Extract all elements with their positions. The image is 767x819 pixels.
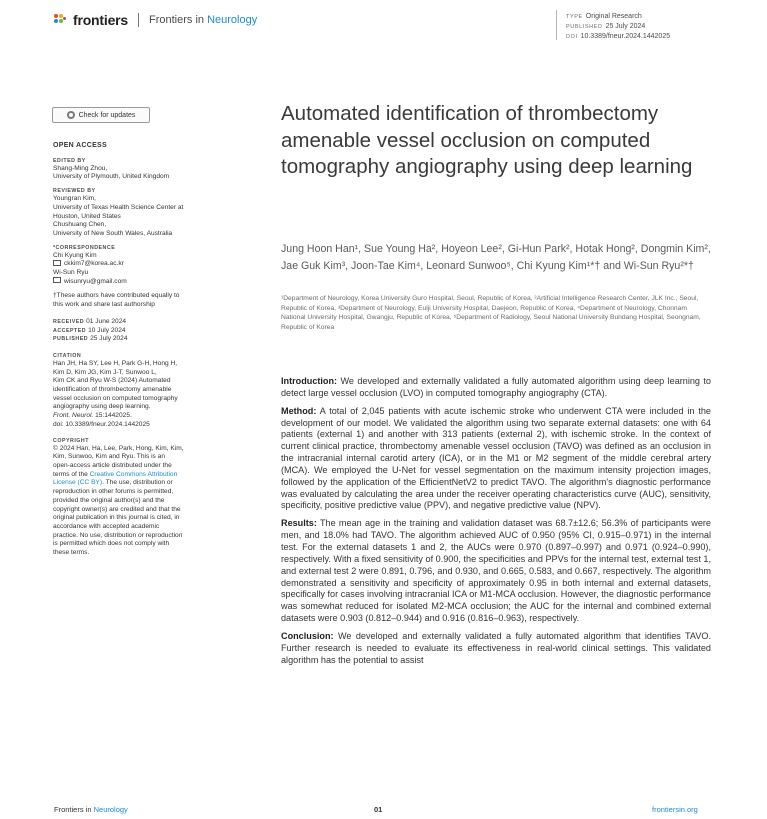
- email-icon: [53, 260, 61, 266]
- reviewer-line: Chushuang Chen,: [53, 221, 107, 229]
- received-label: RECEIVED: [53, 318, 85, 325]
- open-access-label: OPEN ACCESS: [53, 142, 107, 149]
- copyright-line: accordance with accepted academic: [53, 522, 160, 530]
- doi-link[interactable]: 10.3389/fneur.2024.1442025: [580, 33, 671, 40]
- header-divider: [556, 10, 557, 40]
- license-link[interactable]: License (CC BY): [53, 479, 103, 487]
- published-label: PUBLISHED: [566, 24, 603, 30]
- citation-doi[interactable]: doi: 10.3389/fneur.2024.1442025: [53, 420, 150, 428]
- accepted-label: ACCEPTED: [53, 327, 87, 334]
- published-label: PUBLISHED: [53, 336, 89, 343]
- copyright-line: original publication in this journal is cited, in: [53, 514, 180, 522]
- footer-journal-prefix: Frontiers in: [54, 805, 94, 814]
- crossmark-icon: [67, 111, 75, 119]
- type-value: Original Research: [585, 13, 642, 20]
- published-value: 25 July 2024: [605, 23, 646, 30]
- footer-journal-accent: Neurology: [93, 805, 128, 814]
- copyright-label: COPYRIGHT: [53, 437, 89, 444]
- introduction-text: We developed and externally validated a fully automated algorithm using deep learning to detect large vessel occlusion (LVO) in computed tomography angiography (CTA).: [281, 376, 711, 398]
- abstract-introduction: [281, 376, 711, 400]
- abstract: [281, 376, 711, 766]
- page-number: 01: [374, 805, 383, 814]
- editor-line: Shang-Ming Zhou,: [53, 164, 108, 172]
- journal-accent: Neurology: [207, 14, 258, 26]
- license-link[interactable]: Creative Commons Attribution: [89, 470, 178, 478]
- footer-site-link[interactable]: frontiersin.org: [652, 805, 698, 814]
- type-label: TYPE: [566, 14, 583, 20]
- email-icon: [53, 277, 61, 283]
- citation-label: CITATION: [53, 352, 82, 359]
- copyright-line: copyright owner(s) are credited and that the: [53, 505, 181, 513]
- copyright-line: open-access article distributed under the: [53, 461, 172, 469]
- conclusion-text: We developed and externally validated a fully automated algorithm that identifies TAVO. Further research is needed to evaluate its effectiveness in real-world clinical settings. This validated algorithm has the potential to assist: [281, 630, 711, 665]
- reviewed-by-label: REVIEWED BY: [53, 188, 96, 195]
- sidebar: [53, 142, 251, 558]
- article-meta: [566, 12, 670, 42]
- results-label: Results:: [281, 518, 317, 529]
- email-link[interactable]: ckkim7@korea.ac.kr: [64, 260, 124, 268]
- author-list: Jung Hoon Han¹, Sue Young Ha², Hoyeon Lee², Gi-Hun Park², Hotak Hong², Dongmin Kim², Jae Guk Kim³, Joon-Tae Kim⁴, Leonard Sunwoo⁵, Chi Kyung Kim¹*† and Wi-Sun Ryu²*†: [281, 243, 711, 273]
- journal-prefix: Frontiers in: [149, 14, 208, 26]
- results-text: The mean age in the training and validation dataset was 68.7±12.6; 56.3% of participants were men, and 18.0% had TAVO. The algorithm achieved AUC of 0.950 (95% CI, 0.915–0.971) in the internal test. For the external datasets 1 and 2, the AUCs were 0.970 (0.897–0.997) and 0.971 (0.924–0.990), respectively. With a fixed sensitivity of 0.900, the specificities and PPVs for the internal test, external test 1, and external test 2 were 0.891, 0.796, and 0.930, and 0.665, 0.583, and 0.667, respectively. The algorithm demonstrated a sensitivity and specificity of approximately 0.95 in both internal and external datasets, specifically for cases involving intracranial ICA or M1-MCA occlusion. However, the diagnostic performance was somewhat reduced for isolated M2-MCA occlusion; the AUC for the internal and combined external datasets were 0.903 (0.812–0.944) and 0.916 (0.816–0.963), respectively.: [281, 518, 711, 624]
- conclusion-label: Conclusion:: [281, 630, 334, 641]
- citation-line: Kim D, Kim JG, Kim J-T, Sunwoo L,: [53, 368, 157, 376]
- email-link[interactable]: wisunryu@gmail.com: [64, 277, 127, 285]
- citation-line: vessel occlusion on computed tomography: [53, 394, 178, 402]
- citation-journal: Front. Neurol.: [53, 412, 94, 420]
- accepted-date: 10 July 2024: [88, 326, 126, 334]
- reviewer-line: University of Texas Health Science Center at: [53, 203, 184, 211]
- editor-line: University of Plymouth, United Kingdom: [53, 173, 170, 181]
- corresponding-author: Chi Kyung Kim: [53, 251, 97, 259]
- doi-label: DOI: [566, 34, 578, 40]
- journal-name: [149, 14, 257, 26]
- copyright-line: © 2024 Han, Ha, Lee, Park, Hong, Kim, Kim,: [53, 444, 184, 452]
- edited-by-label: EDITED BY: [53, 157, 86, 164]
- journal-logo[interactable]: [54, 12, 257, 28]
- check-for-updates-label: Check for updates: [78, 111, 136, 119]
- abstract-conclusion: [281, 631, 711, 667]
- citation-line: identification of thrombectomy amenable: [53, 386, 172, 394]
- reviewer-line: Youngran Kim,: [53, 195, 97, 203]
- equal-contribution-note: this work and share last authorship: [53, 301, 155, 309]
- check-for-updates-button[interactable]: [52, 107, 150, 123]
- affiliations: ¹Department of Neurology, Korea University Guro Hospital, Seoul, Republic of Korea, ²Artificial Intelligence Research Center, JLK Inc., Seoul, Republic of Korea, ³Department of Neurology, Eulji University Hospital, Daejeon, Republic of Korea, ⁴Department of Neurology, Chonnam National University Hospital, Gwangju, Republic of Korea, ⁵Department of Radiology, Seoul National University Bundang Hospital, Seongnam, Republic of Korea: [281, 295, 701, 331]
- citation-volume: 15:1442025.: [93, 412, 132, 420]
- correspondence-label: *CORRESPONDENCE: [53, 244, 116, 251]
- article-title: Automated identification of thrombectomy amenable vessel occlusion on computed tomography angiography using deep learning: [281, 102, 693, 178]
- published-date: 25 July 2024: [90, 335, 128, 343]
- method-label: Method:: [281, 405, 317, 416]
- copyright-line: Kim, Sunwoo, Kim and Ryu. This is an: [53, 453, 166, 461]
- copyright-line: these terms.: [53, 549, 90, 557]
- copyright-line: practice. No use, distribution or reproduction: [53, 531, 183, 539]
- reviewer-line: University of New South Wales, Australia: [53, 229, 173, 237]
- copyright-after-link: . The use, distribution or: [102, 479, 173, 487]
- corresponding-author: Wi-Sun Ryu: [53, 269, 89, 277]
- copyright-terms-prefix: terms of the: [53, 470, 90, 478]
- frontiers-logo-icon: [54, 14, 67, 27]
- footer-journal: [54, 805, 128, 814]
- reviewer-line: Houston, United States: [53, 212, 121, 220]
- abstract-method: [281, 406, 711, 513]
- copyright-line: is permitted which does not comply with: [53, 540, 170, 548]
- citation-line: Kim CK and Ryu W-S (2024) Automated: [53, 377, 171, 385]
- equal-contribution-note: †These authors have contributed equally to: [53, 292, 180, 300]
- abstract-results: [281, 518, 711, 625]
- citation-line: angiography using deep learning.: [53, 403, 151, 411]
- logo-divider: [138, 13, 139, 27]
- copyright-line: provided the original author(s) and the: [53, 496, 165, 504]
- brand-name: frontiers: [73, 12, 128, 28]
- introduction-label: Introduction:: [281, 376, 338, 386]
- citation-line: Han JH, Ha SY, Lee H, Park G-H, Hong H,: [53, 359, 178, 367]
- copyright-line: reproduction in other forums is permitted,: [53, 488, 174, 496]
- method-text: A total of 2,045 patients with acute ischemic stroke who underwent CTA were included in the development of our model. We validated the algorithm using two separate external datasets: one with 64 patients (external 1) and another with 313 patients (external 2), with ischemic stroke. In the context of current clinical practice, thrombectomy amenable vessel occlusion (TAVO) was defined as an occlusion in the intracranial internal carotid artery (ICA), or in the M1 or M2 segment of the middle cerebral artery (MCA). We employed the U-Net for vessel segmentation on the maximum intensity projection images, followed by the application of the EfficientNetV2 to predict TAVO. The algorithm's diagnostic performance was evaluated by calculating the area under the receiver operating characteristics curve (AUC), sensitivity, specificity, positive predictive value (PPV), and negative predictive value (NPV).: [281, 405, 711, 511]
- article-dates: [53, 318, 251, 344]
- received-date: 01 June 2024: [86, 317, 127, 325]
